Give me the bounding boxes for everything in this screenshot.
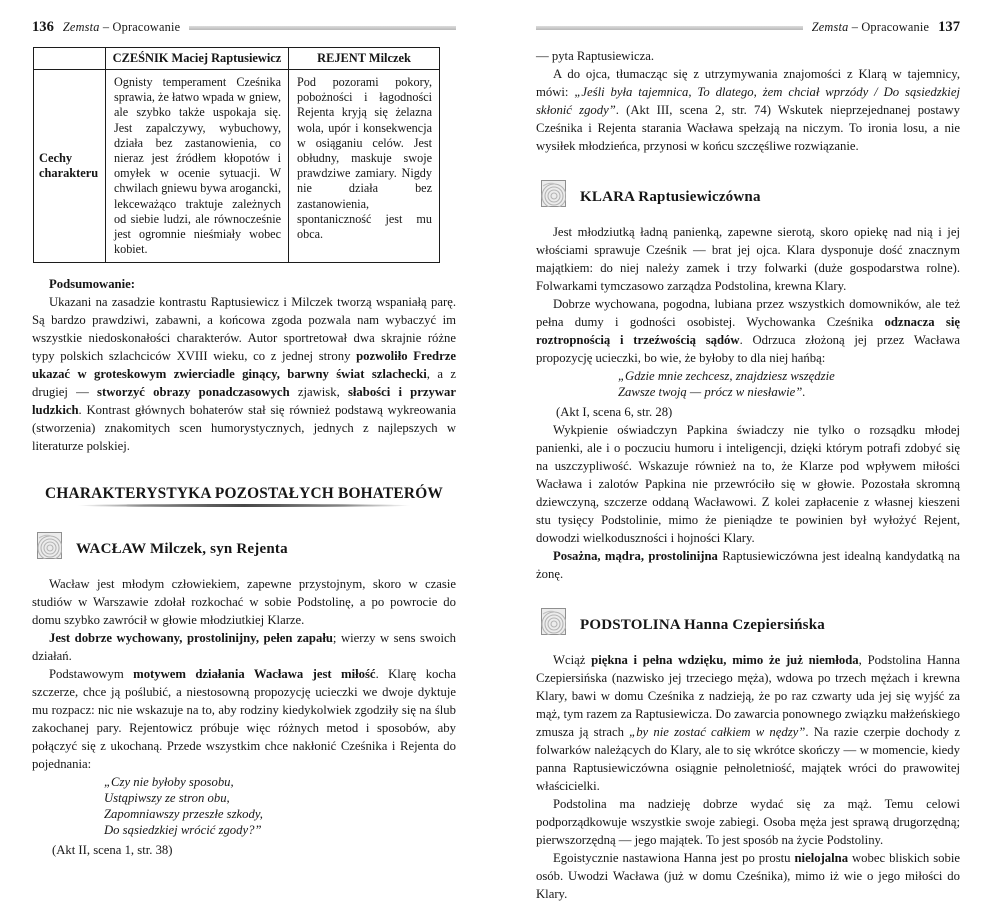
table-header-czesnik: CZEŚNIK Maciej Raptusiewicz [106,48,289,70]
subsection-title: PODSTOLINA Hanna Czepiersińska [580,616,825,633]
verse-line: Zawsze twoją — prócz w niesławie”. [618,384,806,399]
citation-reference: (Akt I, scena 6, str. 28) [556,404,673,419]
section-heading-shadow-rule [77,504,412,507]
verse-line: Do sąsiedzkiej wrócić zgody?” [104,822,262,837]
subsection-title: KLARA Raptusiewiczówna [580,189,761,205]
verse-line: Zapomniawszy przeszłe szkody, [104,807,263,822]
paragraph [536,223,960,295]
header-rule [189,26,456,30]
paragraph-label: Podsumowanie: [49,277,135,292]
body-text: Podstawowym [49,667,134,682]
italic-quote-text: „Jeśli była tajemnica, To dlatego, żem chciał wprzódy / Do sąsiedzkiej skłonić zgody” [536,85,960,117]
page-number: 136 [32,19,54,35]
body-text: A do ojca, tłumacząc się z utrzymywania znajomości z Klarą w tajemnicy, mówi: [536,67,960,99]
verse-line: „Czy nie byłoby sposobu, [104,775,234,790]
body-text: Wykpienie oświadczyn Papkina świadczy nie tylko o rozsądku młodej panienki, ale i o poczuciu humoru i inteligencji, dzięki którym potrafi zdobyć się na uszczypliwość. Wskazuje również na to, że Klarze pod wpływem miłości Wacława i zalotów Papkina nie przewróciło się w głowie. Pozostała skromną dziewczyną, szczerze oddaną Wacławowi. Z kolei zapłacenie z własnej kieszeni stu tysięcy Podstolinie, mimo że pieniądze te powinien był wyłożyć Rejent, dowodzi wielkoduszności i hojności Klary. [536,422,960,545]
body-text: . Kontrast głównych bohaterów stał się również podstawą wykreowania (stworzenia) znakomitych scen humorystycznych, jednych z najlepszych w literaturze polskiej. [32,403,456,454]
rejent-traits-cell: Pod pozorami pokory, pobożności i łagodności Rejenta kryją się żelazna wola, upór i konsekwencja w osiąganiu celów. Jest obłudny, maskuje swoje prawdziwe zamiary. Nigdy nie działa bez zastanowienia, spontaniczność jest mu obca. [289,70,440,263]
ornament-icon [541,608,566,635]
paragraph [536,421,960,547]
body-text: Dobrze wychowana, pogodna, lubiana przez wszystkich domowników, ale też pełna dumy i godności osobistej. Wychowanka Cześnika [536,297,960,329]
body-text: . (Akt III, scena 2, str. 74) Wskutek nieprzejednanej postawy Cześnika i Rejenta starania Wacława spełzają na niczym. To ironia losu, a nie wysiłek młodzieńca, przynosi w końcu szczęśliwe rozwiązanie. [536,103,960,153]
page-136 [32,0,456,859]
character-comparison-table [33,47,440,263]
body-text: — pyta Raptusiewicza. [536,49,655,63]
body-text: Podstolina ma nadzieję dobrze wydać się za mąż. Temu celowi podporządkowuje wszystkie swoje zabiegi. Osoba męża jest sprawą drugorzędną; pierwszorzędną — jego majątek. To jest sposób na życie Podstoliny. [536,796,960,847]
paragraph [32,629,456,665]
section-heading [32,485,456,507]
paragraph [32,293,456,455]
bold-text: piękna i pełna wdzięku, mimo że już niemłoda [591,652,859,667]
paragraph [536,65,960,155]
paragraph [536,849,960,903]
subsection-title: WACŁAW Milczek, syn Rejenta [76,541,288,558]
verse-quote [618,369,960,401]
paragraph [32,575,456,629]
czesnik-traits-cell: Ognisty temperament Cześnika sprawia, że łatwo wpada w gniew, ale szybko także uspokaja się. Jest zapalczywy, wybuchowy, działa bez zastanowienia, co nieraz jest źródłem kłopotów i omyłek w ocenie sytuacji. W chwilach gniewu bywa arogancki, lekceważąco traktuje zależnych od siebie ludzi, ale równocześnie jest ogromnie nieśmiały wobec kobiet. [106,70,289,263]
italic-quote-text: „by nie zostać całkiem w nędzy” [629,724,806,739]
bold-text: odznacza się roztropnością i trzeźwością sądów [536,315,960,347]
body-text: , Podstolina Hanna Czepiersińska (nazwisko jej trzeciego męża), wdowa po trzech mężach i krewna Klary, bawi w domu Cześnika z nadzieją, że po raz czwarty uda jej się wyjść za mąż, tym razem za Raptusiewicza. Do zawarcia ponownego związku małżeńskiego zmusza ją strach [536,652,960,739]
body-text: Wciąż [553,652,592,667]
table-row-label: Cechy charakteru [34,70,106,263]
verse-line: Ustąpiwszy ze stron obu, [104,791,230,806]
paragraph [536,651,960,795]
header-rule [536,26,803,30]
body-text: Raptusiewiczówna jest idealną kandydatką na żonę. [536,548,960,581]
body-text: ; wierzy w sens swoich działań. [32,631,456,664]
body-text: . Na razie czerpie dochody z folwarków należących do Klary, ale to się wkrótce skończy — w momencie, kiedy panna Raptusiewiczówna osiągnie pełnoletniość, majątek wróci do prawowitej właścicielki. [536,724,961,793]
page-number: 137 [938,19,960,35]
body-text: Wacław jest młodym człowiekiem, zapewne przystojnym, skoro w czasie studiów w Warszawie zdołał rozkochać w sobie Podstolinę, a po powrocie do domu szybko zawrócił w głowie młodziutkiej Klarze. [32,577,456,628]
paragraph [536,295,960,367]
bold-text: Posażna, mądra, prostolinijna [553,548,718,563]
right-page-body [536,47,960,903]
table-row [34,70,440,263]
running-title: Zemsta – Opracowanie [62,20,181,34]
bold-text: stworzyć obrazy ponadczasowych [97,385,290,400]
body-text: wobec bliskich sobie osób. Uwodzi Wacława (już w domu Cześnika), mimo iż wie o jego miłości do Klary. [536,850,960,901]
body-text: . Odrzuca złożoną jej przez Wacława propozycję ucieczki, bo wie, że byłoby to dla niej hańbą: [536,333,960,365]
table-header-rejent: REJENT Milczek [289,48,440,70]
bold-text: motywem działania Wacława jest miłość [133,667,376,682]
body-text: Egoistycznie nastawiona Hanna jest po prostu [553,850,795,865]
body-text: Jest młodziutką ładną panienką, zapewne sierotą, skoro opiekę nad nią i jej włościami sprawuje Cześnik — brat jej ojca. Klara dysponuje dość znacznym majątkiem: do niej należy zamek i trzy folwarki (duże gospodarstwa rolne). Folwarkami tymczasowo zarządza Podstolina, krewna Klary. [536,225,960,293]
body-text: zjawisk, [289,385,348,400]
citation-reference: (Akt II, scena 1, str. 38) [52,842,173,857]
ornament-icon [37,532,62,559]
paragraph [536,795,960,849]
page-header-left [32,19,456,36]
body-text: , a z drugiej — [32,367,456,400]
verse-line: „Gdzie mnie zechcesz, znajdziesz wszędzie [618,369,835,383]
subsection-heading [536,180,960,207]
paragraph [536,47,960,65]
page-header-right [536,19,960,36]
bold-text: Jest dobrze wychowany, prostolinijny, pełen zapału [49,631,333,646]
bold-text: pozwoliło Fredrze ukazać w groteskowym zwierciadle ginący, barwny świat szlachecki [32,349,456,382]
subsection-heading [536,608,960,635]
table-corner-cell [34,48,106,70]
paragraph [536,547,960,583]
bold-text: słabości i przywar ludzkich [32,385,456,418]
paragraph [32,665,456,773]
page-137 [536,0,960,903]
body-text: . Klarę kocha szczerze, chce ją poślubić, a niestosowną propozycję ucieczki we dwoje dyktuje mu rozpacz: nic nie wskazuje na to, aby rodziny kiedykolwiek zgodziły się na ślub zakochanej pary. Rejentowicz próbuje więc różnych metod i sposobów, aby połączyć się z ukochaną. Przede wszystkim chce nakłonić Cześnika i Rejenta do pojednania: [32,667,456,772]
ornament-icon [541,180,566,207]
body-text: Ukazani na zasadzie kontrastu Raptusiewicz i Milczek tworzą wspaniałą parę. Są bardzo prawdziwi, zabawni, a końcowa zgoda pozwala nam wybaczyć im wszystkie niedoskonałości charakterów. Autor sportretował dwa skrajnie różne typy polskich szlachciców XVIII wieku, co z jednej strony [32,295,456,364]
section-heading-text: CHARAKTERYSTYKA POZOSTAŁYCH BOHATERÓW [45,485,443,503]
running-title: Zemsta – Opracowanie [811,20,930,34]
verse-quote [104,775,456,838]
bold-text: nielojalna [794,850,849,865]
subsection-heading [32,532,456,559]
left-page-body [32,275,456,858]
